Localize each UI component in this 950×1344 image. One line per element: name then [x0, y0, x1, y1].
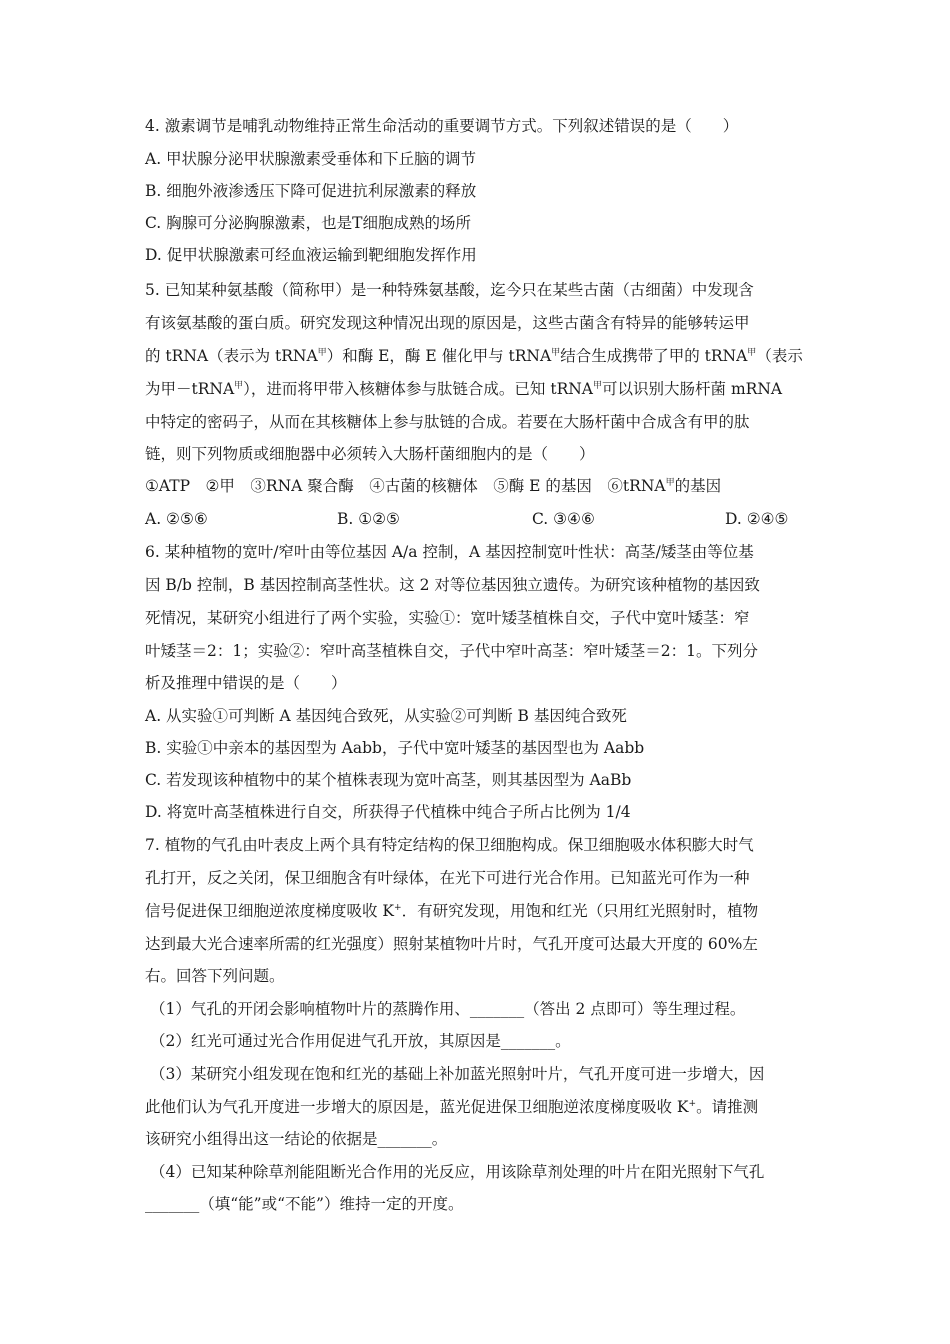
q7-l3-part-b: ．有研究发现，用饱和红光（只用红光照射时，植物	[401, 902, 759, 920]
q6-stem-line-2: 因 B/b 控制，B 基因控制高茎性状。这 2 对等位基因独立遗传。为研究该种植物的基因致	[145, 576, 760, 594]
q6-stem-line-3: 死情况，某研究小组进行了两个实验，实验①：宽叶矮茎植株自交，子代中宽叶矮茎：窄	[145, 609, 750, 627]
q5-sup: 甲	[747, 348, 757, 358]
q5-items-part-a: ①ATP ②甲 ③RNA 聚合酶 ④古菌的核糖体 ⑤酶 E 的基因 ⑥tRNA	[145, 477, 666, 495]
q7-sup-plus: +	[688, 1099, 697, 1109]
q7-subquestion-4-line-2: _______（填“能”或“不能”）维持一定的开度。	[145, 1195, 464, 1213]
q7-stem-line-1: 7. 植物的气孔由叶表皮上两个具有特定结构的保卫细胞构成。保卫细胞吸水体积膨大时气	[145, 836, 754, 854]
q6-option-a: A. 从实验①可判断 A 基因纯合致死，从实验②可判断 B 基因纯合致死	[145, 707, 627, 725]
q7-sup-plus: +	[394, 903, 402, 913]
q5-l3-part-a: 的 tRNA（表示为 tRNA	[145, 347, 318, 365]
q5-option-a: A. ②⑤⑥	[145, 510, 208, 528]
q5-option-b: B. ①②⑤	[337, 510, 400, 528]
q5-stem-line-3	[145, 346, 803, 366]
q7-subquestion-1: （1）气孔的开闭会影响植物叶片的蒸腾作用、_______（答出 2 点即可）等生理过程。	[150, 1000, 746, 1018]
q5-sup: 甲	[593, 381, 603, 391]
q6-stem-line-1: 6. 某种植物的宽叶/窄叶由等位基因 A/a 控制，A 基因控制宽叶性状：高茎/矮茎由等位基	[145, 543, 754, 561]
q7-subquestion-3-line-3: 该研究小组得出这一结论的依据是_______。	[145, 1130, 448, 1148]
q6-option-b: B. 实验①中亲本的基因型为 Aabb，子代中宽叶矮茎的基因型也为 Aabb	[145, 739, 645, 757]
q7-stem-line-2: 孔打开，反之关闭，保卫细胞含有叶绿体，在光下可进行光合作用。已知蓝光可作为一种	[145, 869, 750, 887]
q4-option-a: A. 甲状腺分泌甲状腺激素受垂体和下丘脑的调节	[145, 150, 477, 168]
q5-options	[145, 509, 805, 529]
q5-stem-line-1: 5. 已知某种氨基酸（简称甲）是一种特殊氨基酸，迄今只在某些古菌（古细菌）中发现含	[145, 281, 754, 299]
q5-l3-part-b: ）和酶 E，酶 E 催化甲与 tRNA	[326, 347, 552, 365]
q6-option-c: C. 若发现该种植物中的某个植株表现为宽叶高茎，则其基因型为 AaBb	[145, 771, 632, 789]
q5-items-part-b: 的基因	[674, 477, 722, 495]
q5-items	[145, 476, 721, 496]
q5-sup: 甲	[665, 478, 675, 488]
q5-l3-part-c: 结合生成携带了甲的 tRNA	[560, 347, 748, 365]
q7-s3b-part-b: 。请推测	[696, 1098, 759, 1116]
q7-stem-line-3	[145, 901, 758, 921]
q5-option-c: C. ③④⑥	[532, 510, 595, 528]
q6-option-d: D. 将宽叶高茎植株进行自交，所获得子代植株中纯合子所占比例为 1/4	[145, 803, 631, 821]
q4-stem: 4. 激素调节是哺乳动物维持正常生命活动的重要调节方式。下列叙述错误的是（ ）	[145, 117, 739, 135]
q4-option-b: B. 细胞外液渗透压下降可促进抗利尿激素的释放	[145, 182, 477, 200]
q7-stem-line-5: 右。回答下列问题。	[145, 967, 285, 985]
q5-sup: 甲	[317, 348, 327, 358]
q5-l4-part-a: 为甲－tRNA	[145, 380, 235, 398]
q7-stem-line-4: 达到最大光合速率所需的红光强度）照射某植物叶片时，气孔开度可达最大开度的 60%左	[145, 935, 758, 953]
q7-subquestion-3-line-1: （3）某研究小组发现在饱和红光的基础上补加蓝光照射叶片，气孔开度可进一步增大，因	[150, 1065, 765, 1083]
q7-l3-part-a: 信号促进保卫细胞逆浓度梯度吸收 K	[145, 902, 395, 920]
q7-s3b-part-a: 此他们认为气孔开度进一步增大的原因是，蓝光促进保卫细胞逆浓度梯度吸收 K	[145, 1098, 689, 1116]
q5-stem-line-4	[145, 379, 782, 399]
q5-stem-line-2: 有该氨基酸的蛋白质。研究发现这种情况出现的原因是，这些古菌含有特异的能够转运甲	[145, 314, 750, 332]
q5-sup: 甲	[551, 348, 561, 358]
q5-l4-part-c: 可以识别大肠杆菌 mRNA	[602, 380, 783, 398]
q5-stem-line-5: 中特定的密码子，从而在其核糖体上参与肽链的合成。若要在大肠杆菌中合成含有甲的肽	[145, 413, 750, 431]
q7-subquestion-3-line-2	[145, 1097, 758, 1117]
q5-l3-part-d: （表示	[756, 347, 803, 365]
q5-l4-part-b: ），进而将甲带入核糖体参与肽链合成。已知 tRNA	[243, 380, 594, 398]
q7-subquestion-2: （2）红光可通过光合作用促进气孔开放，其原因是_______。	[150, 1032, 571, 1050]
q4-option-c: C. 胸腺可分泌胸腺激素，也是T细胞成熟的场所	[145, 214, 472, 232]
q6-stem-line-4: 叶矮茎＝2：1；实验②：窄叶高茎植株自交，子代中窄叶高茎：窄叶矮茎＝2：1。下列分	[145, 642, 758, 660]
q6-stem-line-5: 析及推理中错误的是（ ）	[145, 674, 347, 692]
q5-stem-line-6: 链，则下列物质或细胞器中必须转入大肠杆菌细胞内的是（ ）	[145, 445, 595, 463]
q5-sup: 甲	[234, 381, 244, 391]
q7-subquestion-4-line-1: （4）已知某种除草剂能阻断光合作用的光反应，用该除草剂处理的叶片在阳光照射下气孔	[150, 1163, 765, 1181]
q5-option-d: D. ②④⑤	[725, 510, 789, 528]
q4-option-d: D. 促甲状腺激素可经血液运输到靶细胞发挥作用	[145, 246, 477, 264]
